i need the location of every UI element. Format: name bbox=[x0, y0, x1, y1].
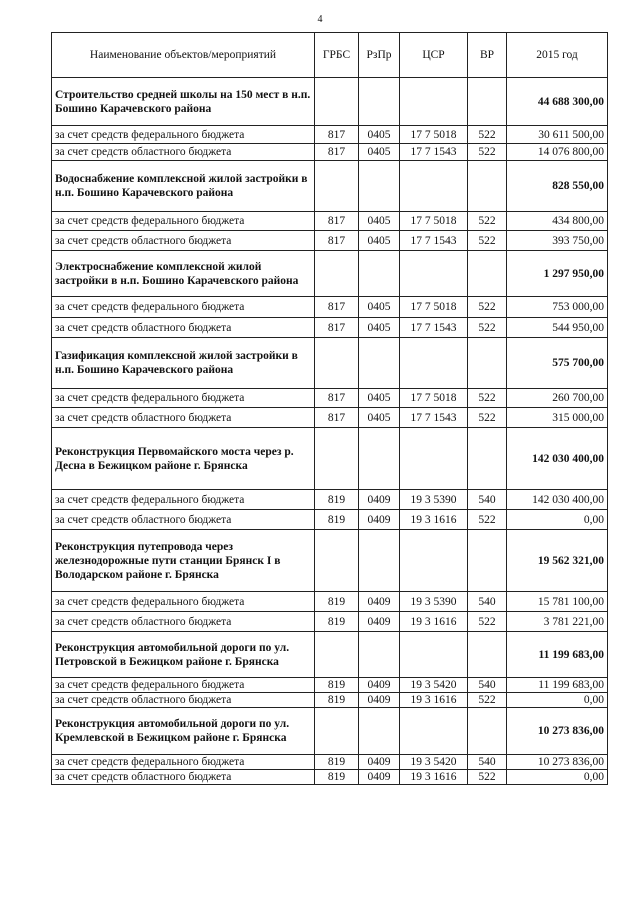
header-csr: ЦСР bbox=[400, 33, 468, 78]
vr-cell: 540 bbox=[468, 490, 507, 510]
rzpr-cell: 0405 bbox=[359, 297, 400, 318]
amount-cell: 11 199 683,00 bbox=[507, 678, 608, 693]
amount-cell: 0,00 bbox=[507, 693, 608, 708]
empty-cell bbox=[359, 530, 400, 592]
funding-source: за счет средств федерального бюджета bbox=[52, 126, 315, 144]
amount-cell: 142 030 400,00 bbox=[507, 490, 608, 510]
object-row bbox=[52, 338, 608, 389]
funding-source: за счет средств федерального бюджета bbox=[52, 755, 315, 770]
vr-cell: 522 bbox=[468, 389, 507, 408]
amount-cell: 15 781 100,00 bbox=[507, 592, 608, 612]
rzpr-cell: 0409 bbox=[359, 693, 400, 708]
vr-cell: 522 bbox=[468, 612, 507, 632]
amount-cell: 393 750,00 bbox=[507, 231, 608, 251]
amount-cell: 0,00 bbox=[507, 770, 608, 785]
object-total: 142 030 400,00 bbox=[507, 428, 608, 490]
amount-cell: 544 950,00 bbox=[507, 318, 608, 338]
page-number: 4 bbox=[317, 14, 323, 25]
csr-cell: 19 3 5420 bbox=[400, 755, 468, 770]
object-total: 11 199 683,00 bbox=[507, 632, 608, 678]
object-total: 10 273 836,00 bbox=[507, 708, 608, 755]
csr-cell: 19 3 1616 bbox=[400, 693, 468, 708]
funding-row bbox=[52, 592, 608, 612]
funding-row bbox=[52, 389, 608, 408]
empty-cell bbox=[468, 428, 507, 490]
amount-cell: 10 273 836,00 bbox=[507, 755, 608, 770]
empty-cell bbox=[468, 161, 507, 212]
rzpr-cell: 0409 bbox=[359, 612, 400, 632]
vr-cell: 540 bbox=[468, 592, 507, 612]
empty-cell bbox=[359, 428, 400, 490]
amount-cell: 0,00 bbox=[507, 510, 608, 530]
object-row bbox=[52, 428, 608, 490]
grbs-cell: 817 bbox=[315, 297, 359, 318]
funding-source: за счет средств федерального бюджета bbox=[52, 490, 315, 510]
rzpr-cell: 0409 bbox=[359, 592, 400, 612]
funding-row bbox=[52, 212, 608, 231]
amount-cell: 30 611 500,00 bbox=[507, 126, 608, 144]
vr-cell: 522 bbox=[468, 770, 507, 785]
empty-cell bbox=[400, 78, 468, 126]
vr-cell: 522 bbox=[468, 144, 507, 161]
object-total: 44 688 300,00 bbox=[507, 78, 608, 126]
funding-row bbox=[52, 612, 608, 632]
grbs-cell: 817 bbox=[315, 144, 359, 161]
grbs-cell: 817 bbox=[315, 318, 359, 338]
empty-cell bbox=[468, 530, 507, 592]
csr-cell: 17 7 1543 bbox=[400, 144, 468, 161]
object-name: Реконструкция Первомайского моста через р. Десна в Бежицком районе г. Брянска bbox=[52, 428, 315, 490]
vr-cell: 540 bbox=[468, 755, 507, 770]
empty-cell bbox=[315, 161, 359, 212]
empty-cell bbox=[359, 338, 400, 389]
empty-cell bbox=[315, 251, 359, 297]
vr-cell: 522 bbox=[468, 693, 507, 708]
rzpr-cell: 0405 bbox=[359, 144, 400, 161]
funding-row bbox=[52, 318, 608, 338]
empty-cell bbox=[359, 632, 400, 678]
object-name: Электроснабжение комплексной жилой застройки в н.п. Бошино Карачевского района bbox=[52, 251, 315, 297]
grbs-cell: 817 bbox=[315, 126, 359, 144]
funding-row bbox=[52, 408, 608, 428]
funding-source: за счет средств областного бюджета bbox=[52, 408, 315, 428]
vr-cell: 522 bbox=[468, 126, 507, 144]
empty-cell bbox=[468, 338, 507, 389]
grbs-cell: 817 bbox=[315, 231, 359, 251]
vr-cell: 522 bbox=[468, 318, 507, 338]
funding-row bbox=[52, 510, 608, 530]
object-total: 19 562 321,00 bbox=[507, 530, 608, 592]
rzpr-cell: 0409 bbox=[359, 755, 400, 770]
object-name: Строительство средней школы на 150 мест в н.п. Бошино Карачевского района bbox=[52, 78, 315, 126]
amount-cell: 14 076 800,00 bbox=[507, 144, 608, 161]
funding-row bbox=[52, 231, 608, 251]
funding-row bbox=[52, 755, 608, 770]
csr-cell: 17 7 5018 bbox=[400, 389, 468, 408]
header-name: Наименование объектов/мероприятий bbox=[52, 33, 315, 78]
rzpr-cell: 0409 bbox=[359, 490, 400, 510]
grbs-cell: 819 bbox=[315, 612, 359, 632]
rzpr-cell: 0405 bbox=[359, 389, 400, 408]
vr-cell: 522 bbox=[468, 212, 507, 231]
grbs-cell: 817 bbox=[315, 212, 359, 231]
csr-cell: 19 3 5390 bbox=[400, 490, 468, 510]
object-name: Реконструкция автомобильной дороги по ул. Петровской в Бежицком районе г. Брянска bbox=[52, 632, 315, 678]
empty-cell bbox=[400, 251, 468, 297]
object-row bbox=[52, 530, 608, 592]
grbs-cell: 819 bbox=[315, 678, 359, 693]
csr-cell: 17 7 5018 bbox=[400, 212, 468, 231]
empty-cell bbox=[400, 338, 468, 389]
object-row bbox=[52, 161, 608, 212]
vr-cell: 522 bbox=[468, 297, 507, 318]
vr-cell: 522 bbox=[468, 231, 507, 251]
grbs-cell: 819 bbox=[315, 490, 359, 510]
empty-cell bbox=[400, 708, 468, 755]
grbs-cell: 819 bbox=[315, 510, 359, 530]
empty-cell bbox=[400, 428, 468, 490]
csr-cell: 19 3 1616 bbox=[400, 612, 468, 632]
vr-cell: 522 bbox=[468, 510, 507, 530]
funding-source: за счет средств областного бюджета bbox=[52, 231, 315, 251]
funding-row bbox=[52, 490, 608, 510]
object-row bbox=[52, 78, 608, 126]
object-row bbox=[52, 632, 608, 678]
empty-cell bbox=[400, 632, 468, 678]
amount-cell: 315 000,00 bbox=[507, 408, 608, 428]
empty-cell bbox=[359, 78, 400, 126]
amount-cell: 260 700,00 bbox=[507, 389, 608, 408]
funding-row bbox=[52, 678, 608, 693]
object-name: Реконструкция автомобильной дороги по ул. Кремлевской в Бежицком районе г. Брянска bbox=[52, 708, 315, 755]
csr-cell: 19 3 5420 bbox=[400, 678, 468, 693]
empty-cell bbox=[400, 161, 468, 212]
object-name: Водоснабжение комплексной жилой застройки в н.п. Бошино Карачевского района bbox=[52, 161, 315, 212]
rzpr-cell: 0405 bbox=[359, 126, 400, 144]
empty-cell bbox=[315, 530, 359, 592]
empty-cell bbox=[359, 251, 400, 297]
empty-cell bbox=[315, 632, 359, 678]
empty-cell bbox=[315, 708, 359, 755]
funding-source: за счет средств областного бюджета bbox=[52, 693, 315, 708]
csr-cell: 17 7 1543 bbox=[400, 408, 468, 428]
funding-source: за счет средств федерального бюджета bbox=[52, 389, 315, 408]
csr-cell: 19 3 5390 bbox=[400, 592, 468, 612]
funding-row bbox=[52, 693, 608, 708]
vr-cell: 540 bbox=[468, 678, 507, 693]
budget-table bbox=[51, 32, 608, 785]
funding-source: за счет средств областного бюджета bbox=[52, 510, 315, 530]
rzpr-cell: 0405 bbox=[359, 318, 400, 338]
object-name: Реконструкция путепровода через железнодорожные пути станции Брянск I в Володарском районе г. Брянска bbox=[52, 530, 315, 592]
header-grbs: ГРБС bbox=[315, 33, 359, 78]
csr-cell: 17 7 5018 bbox=[400, 126, 468, 144]
funding-source: за счет средств областного бюджета bbox=[52, 770, 315, 785]
object-total: 1 297 950,00 bbox=[507, 251, 608, 297]
object-total: 575 700,00 bbox=[507, 338, 608, 389]
empty-cell bbox=[400, 530, 468, 592]
rzpr-cell: 0409 bbox=[359, 678, 400, 693]
funding-source: за счет средств федерального бюджета bbox=[52, 592, 315, 612]
funding-row bbox=[52, 770, 608, 785]
csr-cell: 17 7 1543 bbox=[400, 231, 468, 251]
funding-source: за счет средств областного бюджета bbox=[52, 144, 315, 161]
amount-cell: 753 000,00 bbox=[507, 297, 608, 318]
rzpr-cell: 0409 bbox=[359, 510, 400, 530]
grbs-cell: 819 bbox=[315, 693, 359, 708]
empty-cell bbox=[315, 78, 359, 126]
header-vr: ВР bbox=[468, 33, 507, 78]
funding-source: за счет средств федерального бюджета bbox=[52, 212, 315, 231]
csr-cell: 17 7 5018 bbox=[400, 297, 468, 318]
grbs-cell: 819 bbox=[315, 755, 359, 770]
object-name: Газификация комплексной жилой застройки в н.п. Бошино Карачевского района bbox=[52, 338, 315, 389]
funding-source: за счет средств федерального бюджета bbox=[52, 678, 315, 693]
amount-cell: 434 800,00 bbox=[507, 212, 608, 231]
empty-cell bbox=[315, 428, 359, 490]
grbs-cell: 817 bbox=[315, 389, 359, 408]
empty-cell bbox=[359, 161, 400, 212]
object-total: 828 550,00 bbox=[507, 161, 608, 212]
rzpr-cell: 0405 bbox=[359, 408, 400, 428]
empty-cell bbox=[468, 78, 507, 126]
csr-cell: 17 7 1543 bbox=[400, 318, 468, 338]
rzpr-cell: 0409 bbox=[359, 770, 400, 785]
header-year: 2015 год bbox=[507, 33, 608, 78]
funding-source: за счет средств областного бюджета bbox=[52, 612, 315, 632]
object-row bbox=[52, 251, 608, 297]
funding-row bbox=[52, 144, 608, 161]
empty-cell bbox=[468, 632, 507, 678]
grbs-cell: 817 bbox=[315, 408, 359, 428]
table-header-row bbox=[52, 33, 608, 78]
empty-cell bbox=[315, 338, 359, 389]
object-row bbox=[52, 708, 608, 755]
grbs-cell: 819 bbox=[315, 770, 359, 785]
funding-source: за счет средств федерального бюджета bbox=[52, 297, 315, 318]
vr-cell: 522 bbox=[468, 408, 507, 428]
empty-cell bbox=[468, 708, 507, 755]
empty-cell bbox=[468, 251, 507, 297]
rzpr-cell: 0405 bbox=[359, 212, 400, 231]
csr-cell: 19 3 1616 bbox=[400, 770, 468, 785]
rzpr-cell: 0405 bbox=[359, 231, 400, 251]
header-rzpr: РзПр bbox=[359, 33, 400, 78]
funding-source: за счет средств областного бюджета bbox=[52, 318, 315, 338]
funding-row bbox=[52, 126, 608, 144]
funding-row bbox=[52, 297, 608, 318]
amount-cell: 3 781 221,00 bbox=[507, 612, 608, 632]
empty-cell bbox=[359, 708, 400, 755]
grbs-cell: 819 bbox=[315, 592, 359, 612]
csr-cell: 19 3 1616 bbox=[400, 510, 468, 530]
